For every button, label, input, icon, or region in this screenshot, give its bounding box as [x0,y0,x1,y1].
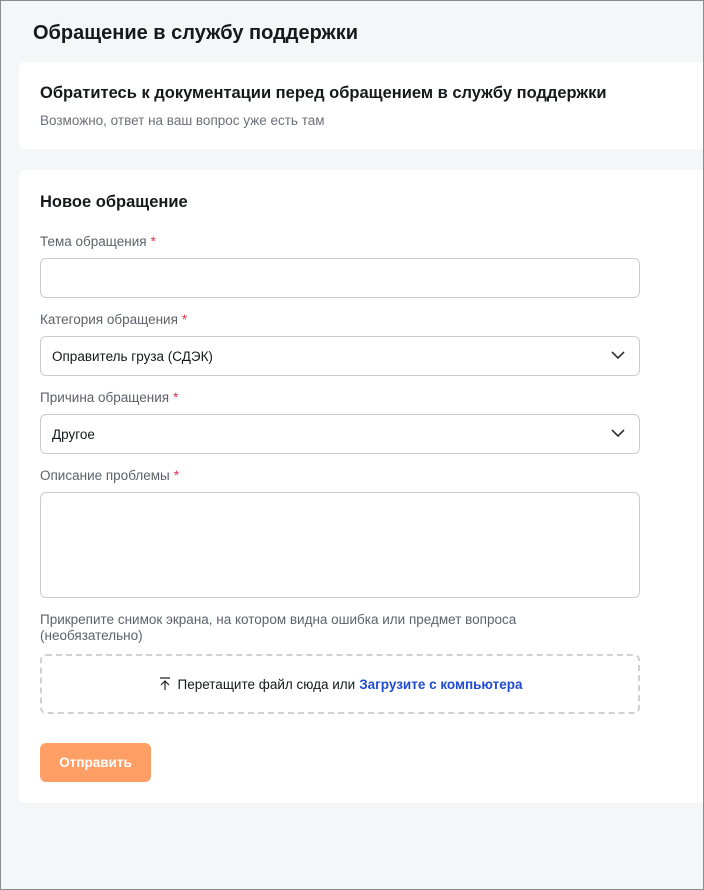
submit-button[interactable]: Отправить [40,743,151,782]
required-mark: * [173,390,179,405]
reason-label-text: Причина обращения [40,390,170,405]
attachment-label: Прикрепите снимок экрана, на котором видна ошибка или предмет вопроса (необязательно) [40,612,517,643]
upload-from-computer-link[interactable]: Загрузите с компьютера [359,676,523,692]
required-mark: * [173,468,179,483]
description-label-text: Описание проблемы [40,468,170,483]
subject-label-text: Тема обращения [40,234,147,249]
description-label [40,468,179,483]
subject-label [40,234,156,249]
category-label [40,312,187,327]
chevron-down-icon [611,428,625,438]
reason-select[interactable] [40,414,640,454]
documentation-card [19,62,704,149]
upload-icon [158,677,172,691]
form-title: Новое обращение [40,193,188,211]
description-textarea[interactable] [40,492,640,598]
reason-value: Другое [52,426,95,442]
category-select[interactable] [40,336,640,376]
drop-text: Перетащите файл сюда или [177,676,356,692]
file-dropzone[interactable] [40,654,640,714]
new-ticket-form [19,170,704,803]
docs-title: Обратитесь к документации перед обращением в службу поддержки [40,84,607,102]
chevron-down-icon [611,350,625,360]
category-label-text: Категория обращения [40,312,178,327]
required-mark: * [150,234,156,249]
docs-subtitle: Возможно, ответ на ваш вопрос уже есть там [40,113,325,128]
category-value: Оправитель груза (СДЭК) [52,348,213,364]
page-title: Обращение в службу поддержки [33,22,359,44]
reason-label [40,390,178,405]
subject-input[interactable] [40,258,640,298]
required-mark: * [181,312,188,327]
